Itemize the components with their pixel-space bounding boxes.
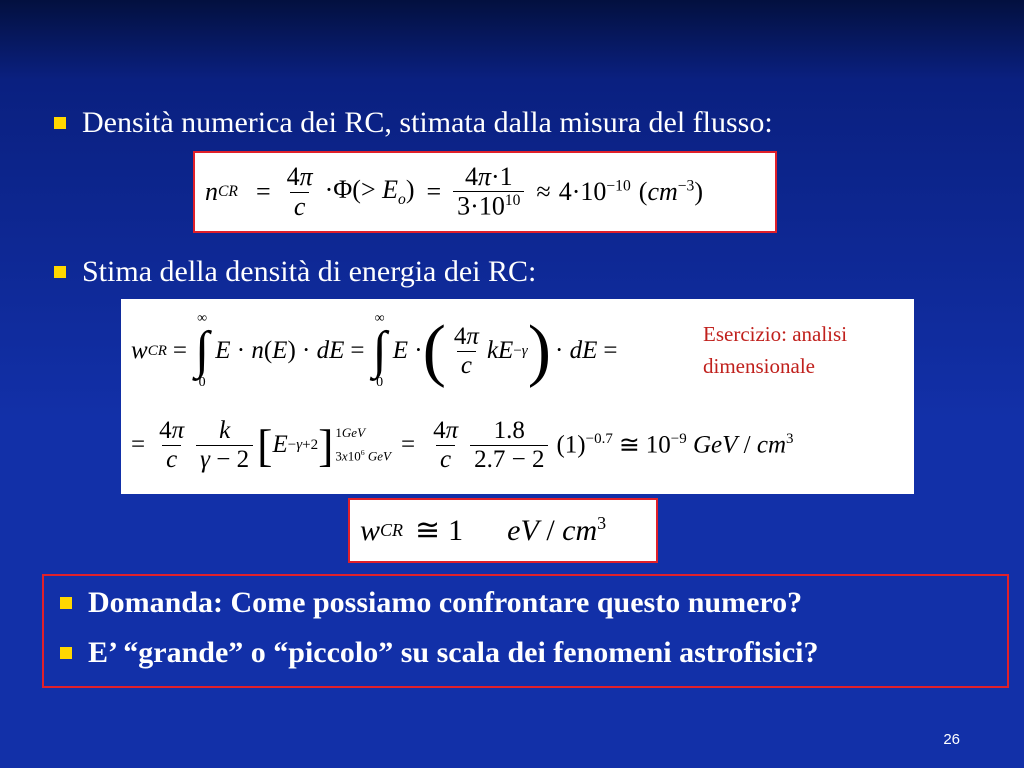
- question-1-text: Domanda: Come possiamo confrontare questo numero?: [88, 586, 803, 619]
- question-1: [60, 586, 802, 620]
- equation-number-density: n CR = $\frac{4\pi}{c}$ $\cdot\Phi(> E_o)$ = $\frac{4\pi\cdot 1}{3\cdot 10^{10}}$ ≈ $4\cdot 10^{-10}$ $(cm^{-3})$: [193, 151, 777, 233]
- exercise-line-1: Esercizio: analisi: [703, 322, 848, 346]
- square-bullet-icon: [54, 266, 66, 278]
- equation-line-2: = $\frac{4\pi}{c}$ $\frac{k}{\gamma - 2}$ [ E −γ+2 ] 1GeV $3x10^6$ GeV = $\frac{4\pi}{c}$ $\frac{1.8}{2.7 - 2}$ $(1)^{-0.7}$ ≅ $10^{-9}$ GeV / $cm^3$: [131, 417, 794, 473]
- exercise-line-2: dimensionale: [703, 354, 815, 378]
- question-2: [60, 636, 819, 670]
- exercise-note: [703, 318, 847, 382]
- bullet-energy-density: [54, 255, 536, 289]
- equation-line-1: w CR = ∞ ∫ 0 E · n(E) · dE = ∞ ∫ 0 E · ( $\frac{4\pi}{c}$ kE −γ ) · dE =: [131, 311, 618, 390]
- square-bullet-icon: [60, 597, 72, 609]
- bullet-density: [54, 106, 773, 140]
- bullet-density-text: Densità numerica dei RC, stimata dalla misura del flusso:: [82, 106, 773, 139]
- question-2-text: E’ “grande” o “piccolo” su scala dei fenomeni astrofisici?: [88, 636, 819, 669]
- result-box: w CR ≅ 1 eV / $cm^3$: [348, 498, 658, 563]
- square-bullet-icon: [60, 647, 72, 659]
- square-bullet-icon: [54, 117, 66, 129]
- page-number: 26: [943, 731, 960, 748]
- bullet-energy-density-text: Stima della densità di energia dei RC:: [82, 255, 537, 288]
